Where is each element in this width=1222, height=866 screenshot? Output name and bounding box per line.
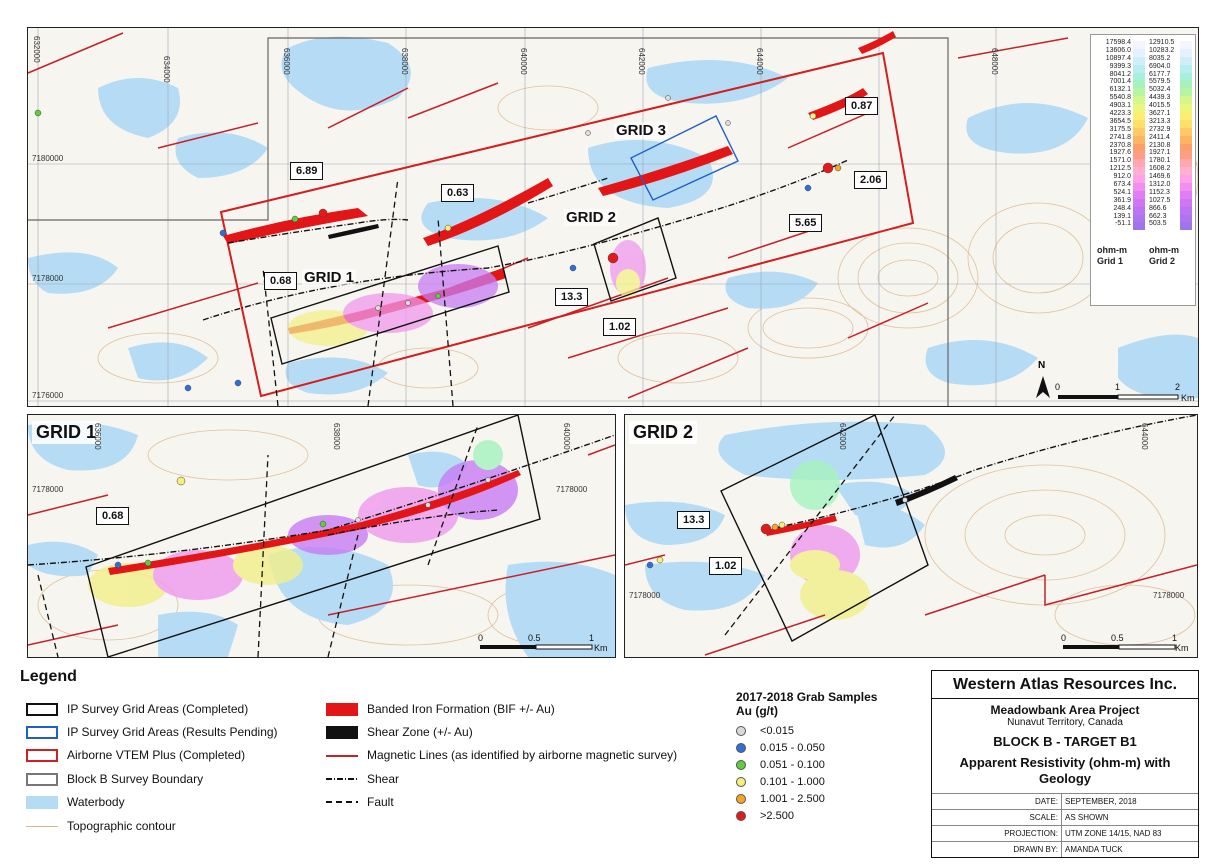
colorbar-swatch <box>1180 65 1192 73</box>
sample-class-label: >2.500 <box>760 809 794 822</box>
sample-class <box>736 756 877 773</box>
colorbar-value: 10897.4 <box>1105 54 1131 62</box>
scale-tick: 0.5 <box>528 633 541 643</box>
sample-class <box>736 790 877 807</box>
colorbar-swatch <box>1180 215 1192 223</box>
colorbar-value: 1571.0 <box>1109 157 1131 165</box>
easting-label: 638000 <box>400 48 409 75</box>
colorbar-grid2-caption <box>1149 245 1179 267</box>
easting-label: 644000 <box>1140 423 1149 450</box>
legend-item-ip-pending <box>26 725 278 739</box>
scale-tick: 2 <box>1175 382 1181 392</box>
colorbar-swatch <box>1133 222 1145 230</box>
colorbar-value: 1780.1 <box>1149 157 1171 165</box>
legend-label: Block B Survey Boundary <box>67 772 204 786</box>
legend-item-shear-zone <box>326 725 473 739</box>
title-block-row <box>932 825 1198 841</box>
scale-tick: 0 <box>1061 633 1067 643</box>
colorbar-value: 1608.2 <box>1149 165 1171 173</box>
legend-swatch <box>326 703 358 716</box>
colorbar-value: 13606.0 <box>1105 46 1131 54</box>
grid1-graphics <box>28 415 615 657</box>
colorbar-swatch <box>1180 57 1192 65</box>
colorbar-grid2-values <box>1149 39 1179 228</box>
scale-unit: Km <box>594 643 608 653</box>
colorbar-value: 524.1 <box>1113 188 1131 196</box>
legend-item-contour <box>26 819 176 833</box>
colorbar-unit: ohm-m <box>1097 245 1127 255</box>
project-location: Nunavut Territory, Canada <box>1007 717 1123 728</box>
grid2-detail-map[interactable] <box>624 414 1198 658</box>
title-block-value: AS SHOWN <box>1065 813 1109 822</box>
grid1-detail-map[interactable] <box>27 414 616 658</box>
sample-dot-icon <box>736 760 746 770</box>
colorbar-value: 866.6 <box>1149 204 1167 212</box>
assay-callout: 1.02 <box>603 318 636 336</box>
legend <box>20 668 930 863</box>
legend-swatch <box>326 773 358 786</box>
assay-callout: 0.87 <box>845 97 878 115</box>
northing-label: 7180000 <box>32 154 64 163</box>
sample-class-label: 0.015 - 0.050 <box>760 741 825 754</box>
colorbar-swatch <box>1133 120 1145 128</box>
assay-callout: 6.89 <box>290 162 323 180</box>
legend-label: Shear <box>367 772 400 786</box>
northing-label: 7176000 <box>32 391 64 400</box>
colorbar-swatch <box>1133 144 1145 152</box>
legend-swatch <box>26 749 58 762</box>
colorbar-value: 2411.4 <box>1149 133 1170 141</box>
colorbar-swatch <box>1133 112 1145 120</box>
colorbar-swatch <box>1133 88 1145 96</box>
colorbar-swatch <box>1180 159 1192 167</box>
sample-dot-icon <box>736 777 746 787</box>
colorbar-value: 673.4 <box>1113 181 1131 189</box>
sample-class-label: 1.001 - 2.500 <box>760 792 825 805</box>
colorbar-swatch <box>1180 104 1192 112</box>
samples-unit: Au (g/t) <box>736 704 778 718</box>
title-block <box>931 670 1199 858</box>
assay-callout: 5.65 <box>789 214 822 232</box>
colorbar-value: 4903.1 <box>1109 102 1131 110</box>
colorbar-value: 9399.3 <box>1109 62 1131 70</box>
scale-tick: 1 <box>1115 382 1121 392</box>
colorbar-swatch <box>1133 96 1145 104</box>
colorbar-value: 4015.5 <box>1149 102 1171 110</box>
colorbar-swatch <box>1133 191 1145 199</box>
assay-callout: 1.02 <box>709 557 742 575</box>
legend-swatch <box>326 726 358 739</box>
scale-tick: 1 <box>589 633 595 643</box>
colorbar-value: 2741.8 <box>1109 133 1131 141</box>
colorbar-value: 3213.3 <box>1149 117 1171 125</box>
title-block-key: DATE: <box>932 794 1062 809</box>
colorbar-swatch <box>1133 41 1145 49</box>
legend-swatch <box>26 820 58 833</box>
grid2-graphics <box>625 415 1197 657</box>
northing-label: 7178000 <box>32 274 64 283</box>
colorbar-swatch <box>1133 175 1145 183</box>
colorbar-value: 1927.1 <box>1149 149 1171 157</box>
colorbar-value: 6177.7 <box>1149 70 1171 78</box>
assay-callout: 13.3 <box>677 511 710 529</box>
colorbar-unit: ohm-m <box>1149 245 1179 255</box>
colorbar-value: 1212.5 <box>1109 165 1131 173</box>
legend-swatch <box>326 796 358 809</box>
colorbar-value: 2130.8 <box>1149 141 1171 149</box>
grid2-label: GRID 2 <box>566 209 617 226</box>
colorbar-value: 4223.3 <box>1109 110 1131 118</box>
colorbar-swatch <box>1180 96 1192 104</box>
legend-label: Magnetic Lines (as identified by airborne magnetic survey) <box>367 748 678 762</box>
sample-class <box>736 722 877 739</box>
title-block-value: SEPTEMBER, 2018 <box>1065 797 1137 806</box>
legend-item-vtem <box>26 748 245 762</box>
legend-item-fault <box>326 795 394 809</box>
northing-label: 7178000 <box>629 591 661 600</box>
colorbar-grid2-label: Grid 2 <box>1149 256 1176 266</box>
easting-label: 640000 <box>519 48 528 75</box>
colorbar-swatch <box>1133 57 1145 65</box>
colorbar-value: 6904.0 <box>1149 62 1171 70</box>
sample-class <box>736 739 877 756</box>
colorbar-swatch <box>1133 199 1145 207</box>
legend-title: Legend <box>20 668 77 685</box>
colorbar-swatch <box>1133 167 1145 175</box>
title-block-row <box>932 809 1198 825</box>
legend-swatch <box>326 749 358 762</box>
easting-label: 638000 <box>332 423 341 450</box>
sample-class-label: 0.101 - 1.000 <box>760 775 825 788</box>
colorbar-swatch <box>1180 167 1192 175</box>
sample-dot-icon <box>736 811 746 821</box>
sample-class-label: 0.051 - 0.100 <box>760 758 825 771</box>
scale-unit: Km <box>1175 643 1189 653</box>
colorbar-swatch <box>1180 222 1192 230</box>
colorbar-swatch <box>1133 159 1145 167</box>
colorbar-value: 12910.5 <box>1149 39 1175 46</box>
legend-item-waterbody <box>26 795 125 809</box>
legend-item-bif <box>326 702 555 716</box>
samples-title: 2017-2018 Grab Samples <box>736 690 878 704</box>
colorbar-value: 248.4 <box>1113 204 1131 212</box>
colorbar-value: 139.1 <box>1113 212 1131 220</box>
colorbar-value: 2370.8 <box>1109 141 1131 149</box>
title-block-key: PROJECTION: <box>932 826 1062 841</box>
colorbar-value: -51.1 <box>1115 220 1131 228</box>
colorbar-swatch <box>1133 65 1145 73</box>
colorbar-value: 8035.2 <box>1149 54 1171 62</box>
overview-scalebar <box>1058 395 1178 399</box>
sample-class-list <box>736 722 877 824</box>
colorbar-swatch <box>1133 128 1145 136</box>
company-name: Western Atlas Resources Inc. <box>932 671 1198 699</box>
easting-label: 648000 <box>990 48 999 75</box>
colorbar-swatch <box>1180 183 1192 191</box>
scale-tick: 0 <box>1055 382 1061 392</box>
easting-label: 644000 <box>755 48 764 75</box>
scale-tick: 0 <box>478 633 484 643</box>
grid3-label: GRID 3 <box>616 122 667 139</box>
colorbar-swatch <box>1180 80 1192 88</box>
title-block-rows <box>932 793 1198 857</box>
sample-dot-icon <box>736 726 746 736</box>
legend-label: Topographic contour <box>67 819 176 833</box>
legend-label: Banded Iron Formation (BIF +/- Au) <box>367 702 555 716</box>
colorbar-swatch <box>1133 80 1145 88</box>
colorbar-swatch <box>1180 120 1192 128</box>
colorbar-value: 10283.2 <box>1149 46 1175 54</box>
grid1-label: GRID 1 <box>304 269 355 286</box>
colorbar-value: 17598.4 <box>1105 39 1131 46</box>
sample-class-label: <0.015 <box>760 724 794 737</box>
legend-swatch <box>26 796 58 809</box>
colorbar-value: 1469.6 <box>1149 173 1171 181</box>
legend-label: Airborne VTEM Plus (Completed) <box>67 748 246 762</box>
assay-callout: 0.68 <box>96 507 129 525</box>
sample-class <box>736 773 877 790</box>
colorbar-value: 662.3 <box>1149 212 1167 220</box>
colorbar-swatch <box>1180 199 1192 207</box>
colorbar-swatch <box>1133 215 1145 223</box>
colorbar-swatch <box>1180 175 1192 183</box>
grab-samples-legend <box>736 690 877 824</box>
colorbar-swatch <box>1133 104 1145 112</box>
north-arrow-icon <box>1036 376 1050 398</box>
colorbar-value: 1027.5 <box>1149 196 1171 204</box>
project-name: Meadowbank Area Project <box>990 703 1140 717</box>
colorbar-value: 1927.6 <box>1109 149 1131 157</box>
easting-label: 634000 <box>162 56 171 83</box>
colorbar-value: 361.9 <box>1113 196 1131 204</box>
legend-swatch <box>26 773 58 786</box>
grid2-title: GRID 2 <box>629 421 697 444</box>
legend-item-boundary <box>26 772 203 786</box>
colorbar-value: 5579.5 <box>1149 78 1171 86</box>
colorbar-value: 5032.4 <box>1149 86 1171 94</box>
colorbar-swatch <box>1180 112 1192 120</box>
legend-swatch <box>26 703 58 716</box>
legend-label: Shear Zone (+/- Au) <box>367 725 473 739</box>
colorbar-value: 1312.0 <box>1149 181 1171 189</box>
colorbar-value: 2732.9 <box>1149 125 1171 133</box>
colorbar-swatch <box>1133 183 1145 191</box>
legend-item-ip-completed <box>26 702 248 716</box>
shear-zone <box>328 224 379 239</box>
colorbar-swatch <box>1180 144 1192 152</box>
map-subtitle: Apparent Resistivity (ohm-m) with Geology <box>959 755 1171 786</box>
colorbar-value: 4439.3 <box>1149 94 1171 102</box>
colorbar-value: 912.0 <box>1113 173 1131 181</box>
assay-callout: 0.63 <box>441 184 474 202</box>
assay-callout: 0.68 <box>264 272 297 290</box>
colorbar-value: 6132.1 <box>1109 86 1131 94</box>
colorbar-swatch <box>1180 136 1192 144</box>
sample-dot-icon <box>736 794 746 804</box>
block-title: BLOCK B - TARGET B1 <box>993 734 1137 749</box>
colorbar-swatch <box>1180 41 1192 49</box>
colorbar-swatch <box>1180 49 1192 57</box>
resistivity-colorbar <box>1090 34 1196 306</box>
scale-tick: 0.5 <box>1111 633 1124 643</box>
colorbar-value: 5540.8 <box>1109 94 1131 102</box>
colorbar-value: 3654.5 <box>1109 117 1131 125</box>
colorbar-swatch <box>1180 73 1192 81</box>
colorbar-grid1-swatches <box>1133 41 1145 231</box>
legend-label: IP Survey Grid Areas (Completed) <box>67 702 249 716</box>
northing-label: 7178000 <box>32 485 64 494</box>
legend-item-shear <box>326 772 399 786</box>
north-label: N <box>1038 360 1046 371</box>
colorbar-swatch <box>1180 88 1192 96</box>
legend-label: IP Survey Grid Areas (Results Pending) <box>67 725 278 739</box>
overview-map[interactable] <box>27 27 1199 407</box>
grid1-title: GRID 1 <box>32 421 100 444</box>
colorbar-swatch <box>1133 73 1145 81</box>
title-block-row <box>932 793 1198 809</box>
legend-item-magnetic <box>326 748 677 762</box>
colorbar-swatch <box>1180 128 1192 136</box>
colorbar-swatch <box>1133 136 1145 144</box>
colorbar-grid2-swatches <box>1180 41 1192 231</box>
easting-label: 636000 <box>282 48 291 75</box>
scale-unit: Km <box>1181 393 1195 403</box>
title-block-row <box>932 841 1198 857</box>
colorbar-swatch <box>1180 151 1192 159</box>
northing-label: 7178000 <box>1153 591 1185 600</box>
title-block-key: SCALE: <box>932 810 1062 825</box>
colorbar-swatch <box>1133 49 1145 57</box>
scale-tick: 1 <box>1172 633 1178 643</box>
easting-label: 632000 <box>32 36 41 63</box>
colorbar-grid1-caption <box>1097 245 1127 267</box>
colorbar-value: 7001.4 <box>1109 78 1131 86</box>
colorbar-value: 8041.2 <box>1109 70 1131 78</box>
easting-label: 642000 <box>637 48 646 75</box>
colorbar-value: 3175.5 <box>1109 125 1131 133</box>
colorbar-value: 1152.3 <box>1149 188 1170 196</box>
legend-label: Fault <box>367 795 394 809</box>
assay-callout: 13.3 <box>555 288 588 306</box>
colorbar-swatch <box>1180 191 1192 199</box>
colorbar-grid1-label: Grid 1 <box>1097 256 1124 266</box>
legend-swatch <box>26 726 58 739</box>
assay-callout: 2.06 <box>854 171 887 189</box>
sample-dot-icon <box>736 743 746 753</box>
legend-label: Waterbody <box>67 795 125 809</box>
northing-label: 7178000 <box>556 485 588 494</box>
title-block-key: DRAWN BY: <box>932 842 1062 857</box>
easting-label: 640000 <box>562 423 571 450</box>
colorbar-value: 3627.1 <box>1149 110 1171 118</box>
colorbar-swatch <box>1133 151 1145 159</box>
easting-label: 642000 <box>838 423 847 450</box>
title-block-value: UTM ZONE 14/15, NAD 83 <box>1065 829 1162 838</box>
title-block-value: AMANDA TUCK <box>1065 845 1123 854</box>
colorbar-value: 503.5 <box>1149 220 1167 228</box>
easting-label: 636000 <box>93 423 102 450</box>
colorbar-swatch <box>1180 207 1192 215</box>
colorbar-swatch <box>1133 207 1145 215</box>
colorbar-grid1-values <box>1093 39 1131 228</box>
sample-class <box>736 807 877 824</box>
